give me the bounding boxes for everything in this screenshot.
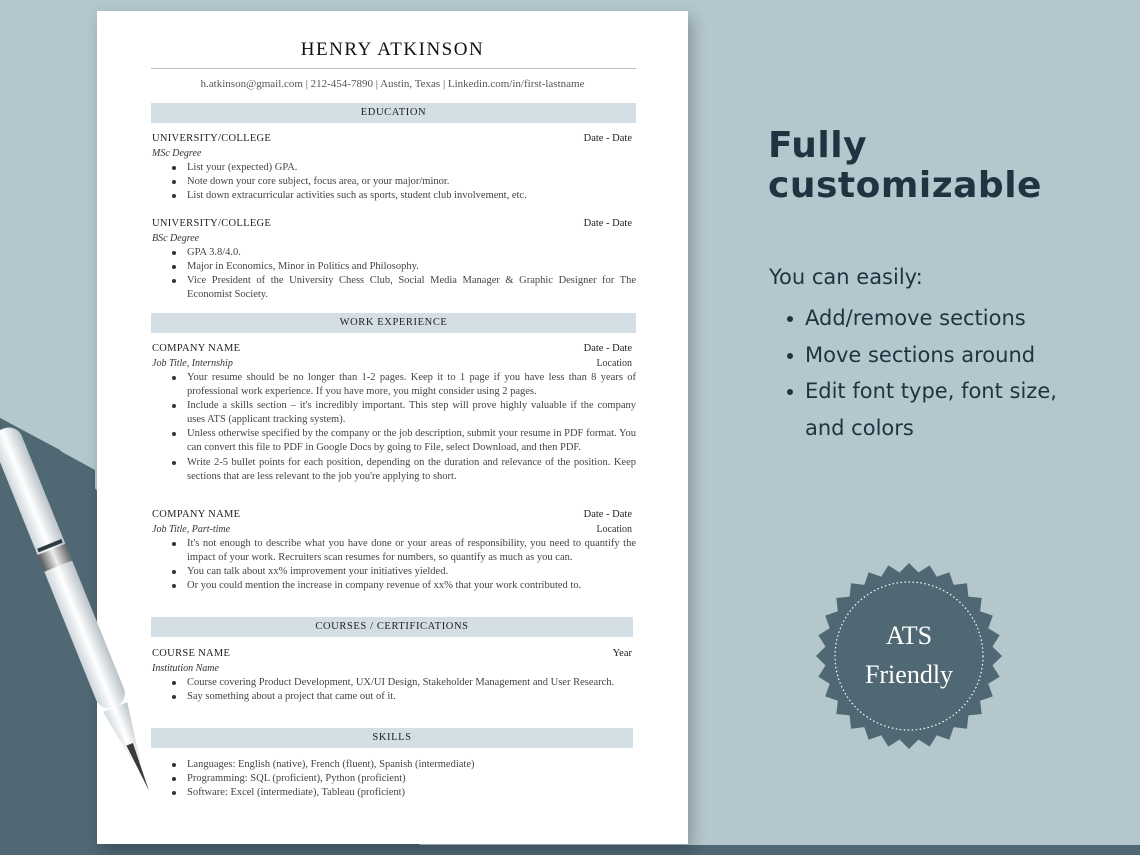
list-item: Vice President of the University Chess Club, Social Media Manager & Graphic Designer for The Economist Society.	[152, 274, 636, 302]
list-item: Your resume should be no longer than 1-2 pages. Keep it to 1 page if you have less than 8 years of professional work experience. If you have more, you might consider using 2 pages.	[152, 371, 636, 399]
date-range: Date - Date	[583, 218, 632, 229]
date-range: Date - Date	[583, 509, 632, 520]
job-title: Job Title, Internship	[152, 358, 233, 369]
feature-item: Add/remove sections	[780, 300, 1057, 337]
skills-list	[152, 758, 636, 800]
section-courses: COURSES / CERTIFICATIONS	[151, 617, 633, 637]
list-item: Note down your core subject, focus area, or your major/minor.	[152, 175, 636, 189]
work-2-bullets	[152, 537, 636, 593]
badge-line-1: ATS	[885, 621, 933, 650]
list-item: Software: Excel (intermediate), Tableau (proficient)	[152, 786, 636, 800]
badge-line-2: Friendly	[864, 660, 954, 689]
list-item: Major in Economics, Minor in Politics and Philosophy.	[152, 260, 636, 274]
school-name: UNIVERSITY/COLLEGE	[152, 133, 272, 144]
list-item: Unless otherwise specified by the company or the job description, submit your resume in PDF format. You can convert this file to PDF in Google Docs by going to File, select Download, and then PDF.	[152, 427, 636, 455]
lead-text: You can easily:	[769, 265, 923, 289]
headline	[768, 126, 1042, 206]
feature-item: Edit font type, font size,	[780, 373, 1057, 410]
list-item: GPA 3.8/4.0.	[152, 246, 636, 260]
education-1-bullets	[152, 161, 636, 203]
section-skills: SKILLS	[151, 728, 633, 748]
job-title-row	[152, 358, 632, 369]
school-name: UNIVERSITY/COLLEGE	[152, 218, 272, 229]
list-item: Programming: SQL (proficient), Python (proficient)	[152, 772, 636, 786]
company-name: COMPANY NAME	[152, 509, 241, 520]
list-item: You can talk about xx% improvement your initiatives yielded.	[152, 565, 636, 579]
contact-line: h.atkinson@gmail.com | 212-454-7890 | Austin, Texas | Linkedin.com/in/first-lastname	[200, 78, 585, 90]
headline-line-2: customizable	[768, 165, 1042, 206]
job-title: Job Title, Part-time	[152, 524, 231, 535]
list-item: List your (expected) GPA.	[152, 161, 636, 175]
section-work-experience: WORK EXPERIENCE	[151, 313, 636, 333]
course-name: COURSE NAME	[152, 648, 231, 659]
feature-item-continuation: and colors	[805, 415, 914, 440]
headline-line-1: Fully	[768, 125, 868, 166]
list-item: List down extracurricular activities such as sports, student club involvement, etc.	[152, 189, 636, 203]
list-item: Course covering Product Development, UX/UI Design, Stakeholder Management and User Research.	[152, 676, 636, 690]
job-title-row	[152, 524, 632, 535]
degree: BSc Degree	[152, 233, 200, 244]
location: Location	[596, 358, 632, 369]
resume-page	[97, 11, 688, 844]
work-1-bullets	[152, 371, 636, 484]
degree: MSc Degree	[152, 148, 202, 159]
institution-name: Institution Name	[152, 663, 219, 674]
course-year: Year	[612, 648, 632, 659]
location: Location	[596, 524, 632, 535]
list-item: It's not enough to describe what you have done or your areas of responsibility, you need to quantify the impact of your work. Recruiters scan resumes for numbers, so quantify as much as you can.	[152, 537, 636, 565]
badge-text	[814, 616, 1004, 694]
list-item: Include a skills section – it's incredibly important. This step will prove highly valuable if the company uses ATS (applicant tracking system).	[152, 399, 636, 427]
resume-name: HENRY ATKINSON	[300, 39, 485, 60]
list-item: Write 2-5 bullet points for each position, depending on the duration and relevance of the position. Keep sections that are less relevant to the job you're applying to short.	[152, 456, 636, 484]
date-range: Date - Date	[583, 133, 632, 144]
company-name: COMPANY NAME	[152, 343, 241, 354]
feature-item: Move sections around	[780, 337, 1057, 374]
course-bullets	[152, 676, 636, 704]
list-item: Say something about a project that came out of it.	[152, 690, 636, 704]
list-item: Or you could mention the increase in company revenue of xx% that your work contributed to.	[152, 579, 636, 593]
date-range: Date - Date	[583, 343, 632, 354]
section-education: EDUCATION	[151, 103, 636, 123]
divider	[151, 68, 636, 69]
feature-list	[780, 300, 1057, 446]
education-2-bullets	[152, 246, 636, 302]
list-item: Languages: English (native), French (fluent), Spanish (intermediate)	[152, 758, 636, 772]
